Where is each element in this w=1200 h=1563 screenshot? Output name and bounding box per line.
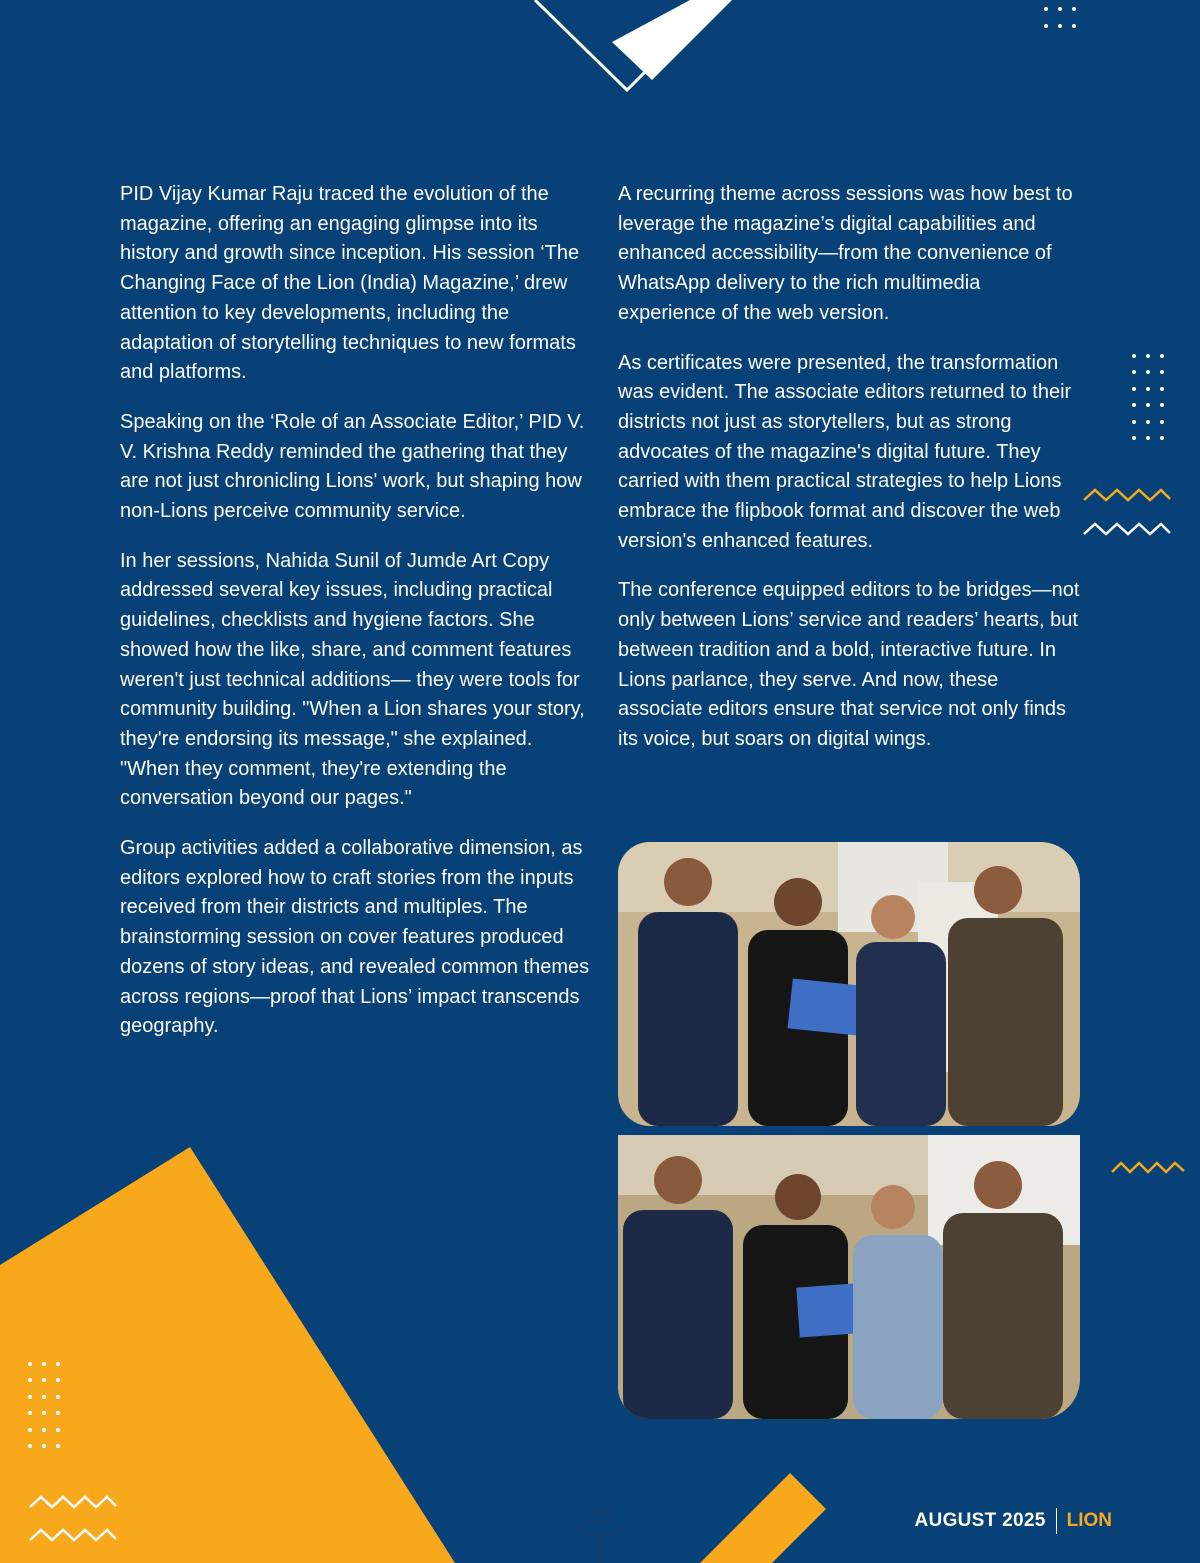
certificate-presentation-photo-1 bbox=[618, 842, 1080, 1126]
article-paragraph: As certificates were presented, the transformation was evident. The associate editors returned to their districts not just as storytellers, but as strong advocates of the magazine's digital future. They carried with them practical strategies to help Lions embrace the flipbook format and discover the web version's enhanced features. bbox=[618, 351, 1072, 552]
article-paragraph: A recurring theme across sessions was how best to leverage the magazine’s digital capabilities and enhanced accessibility—from the convenience of WhatsApp delivery to the rich multimedia experience of the web version. bbox=[618, 183, 1073, 324]
article-paragraph: Group activities added a collaborative dimension, as editors explored how to craft stories from the inputs received from their districts and multiples. The brainstorming session on cover features produced dozens of story ideas, and revealed common themes across regions—proof that Lions’ impact transcends geography. bbox=[120, 837, 590, 1038]
article-left-column bbox=[120, 180, 590, 1062]
article-paragraph: Speaking on the ‘Role of an Associate Editor,’ PID V. V. Krishna Reddy reminded the gathering that they are not just chronicling Lions' work, but shaping how non-Lions perceive community service. bbox=[120, 410, 585, 523]
article-paragraph: PID Vijay Kumar Raju traced the evolution of the magazine, offering an engaging glimpse into its history and growth since inception. His session ‘The Changing Face of the Lion (India) Magazine,’ drew attention to key developments, including the adaptation of storytelling techniques to new formats and platforms. bbox=[120, 183, 580, 384]
footer-divider bbox=[1056, 1508, 1057, 1534]
magazine-name: LION bbox=[1066, 1510, 1112, 1531]
issue-date: AUGUST 2025 bbox=[914, 1510, 1046, 1531]
article-right-column bbox=[618, 180, 1080, 775]
footer bbox=[915, 1508, 1112, 1534]
article-paragraph: In her sessions, Nahida Sunil of Jumde Art Copy addressed several key issues, including practical guidelines, checklists and hygiene factors. She showed how the like, share, and comment features weren't just technical additions— they were tools for community building. "When a Lion shares your story, they're endorsing its message," she explained. "When they comment, they're extending the conversation beyond our pages." bbox=[120, 549, 585, 810]
certificate-presentation-photo-2 bbox=[618, 1135, 1080, 1419]
page-number: 33 bbox=[589, 1508, 611, 1529]
article-paragraph: The conference equipped editors to be bridges—not only between Lions’ service and readers’ hearts, but between tradition and a bold, interactive future. In Lions parlance, they serve. And now, these associate editors ensure that service not only finds its voice, but soars on digital wings. bbox=[618, 579, 1080, 750]
